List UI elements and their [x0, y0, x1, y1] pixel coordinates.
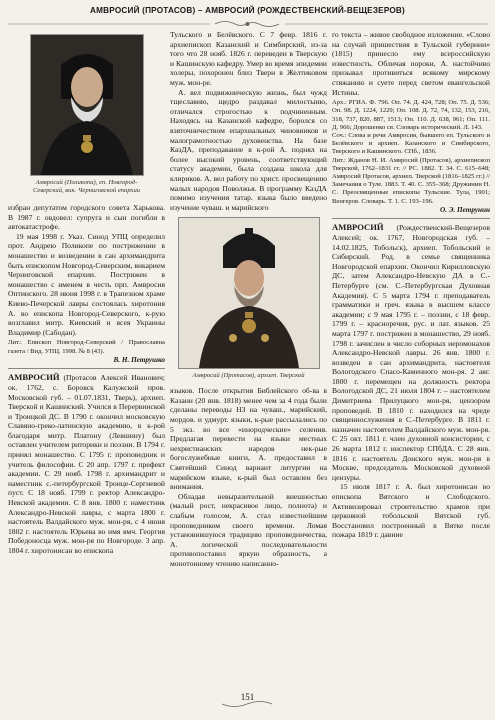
- paragraph: 19 мая 1998 г. Указ. Синод УПЦ определил прот. Андрею Поликопе по пострижении в монашество и возведении в сан архимандрита быть епископом Новгород-Северским, викарием Черниговской епархии. Пострижен в монашество с именем в честь прп. Амвросия Оптинского. 28 июня 1998 г. в Трапезном храме Киево-Печерской лавры состоялась хиротония А. во епископа Новгород-Северского, к-рую возглавил митр. Киевский и всея Украины Владимир (Сабодан).: [8, 231, 165, 337]
- portrait-image: [179, 218, 319, 368]
- paragraph: Обладая невыразительной внешностью (малый рост, некрасивое лицо, полнота) и слабым голосом, А. стал известнейшим проповедником своего времени. Ломая установившуюся традицию проповедничества, А. логической последовательности противопоставил яркую образность, а монотонному чтению написанно-: [170, 491, 327, 568]
- photo-caption-1: Амвросий (Поликопа), еп. Новгород-Северский, вик. Черниговской епархии: [32, 179, 141, 194]
- page-number: 151: [240, 692, 255, 702]
- portrait-photo-ambrosy-polikopa: [30, 34, 144, 176]
- entry-body: [8, 373, 165, 555]
- literature: Лит.: Жданов Н. И. Амвросий (Протасов), архиепископ Тверской, 1762–1831 гг. // РС. 1882. Т. 34. С. 615–648; Амвросий Протасов, архиеп. Тверской (1816–1825 гг.) // Замечания о Туле. 1883. Т. 40. С. 355–368; Дружинин Н. С. Преосвященные епископы Тульские. Тула, 1901; Венгеров. Словарь. Т. 1. С. 193–196.: [332, 156, 490, 205]
- header-title: АМВРОСИЙ (ПРОТАСОВ) – АМВРОСИЙ (РОЖДЕСТВЕНСКИЙ-ВЕЩЕЗЕРОВ): [90, 5, 405, 15]
- paragraph: избран депутатом городского совета Харькова. В 1987 г. овдовел: супруга и сын погибли в автокатастрофе.: [8, 203, 165, 232]
- paragraph: Тульского и Белёвского. С 7 февр. 1816 г. архиепископ Казанский и Симбирский, из-за того что 28 нояб. 1826 г. переведен в Тверскую и Кашинскую кафедру. Умер во время эпидемии холеры, похоронен близ Твери в Желтиковом муж. мон-ре.: [170, 30, 327, 87]
- running-header: [0, 0, 495, 20]
- entry-heading: АМВРОСИЙ: [332, 222, 384, 233]
- header-ornament: [0, 19, 495, 29]
- column-1: [8, 30, 165, 556]
- entry-text: (Рождественский-Вещезеров Алексей; ок. 1767, Новгородская губ. – 14.02.1825, Тобольск), архиеп. Тобольский и Сибирский. Род. в семье священника Новгородской епархии. Окончил Кирилловскую ДС, затем Александро-Невскую ДА в С.-Петербурге (см. С.-Петербургская Духовная Академия). С 5 марта 1794 г. преподаватель грамматики и греч. языка в высшем классе академии; с 9 мая 1795 г. – поэзии, с 18 февр. 1799 г. – красноречия, рус. и лат. языков. 25 марта 1797 г. пострижен в монашество, 29 нояб. 1798 г. зачислен в число соборных иеромонахов Александро-Невской лавры. 26 янв. 1800 г. возведен в сан архимандрита, настоятеля Вологодского Спасо-Каменного мон-ря. 2 авг. 1800 г. перемещен на должность ректора Вологодской ДС, 21 июля 1804 г. – настоятелем Димитриева Прилуцкого мон-ря, цензором проповедей. В 1810 г. находился на чреде священнослужения в С.-Петербурге. В 1811 г. назначен настоятелем Валдайского муж. мон-ря. С 25 окт. 1811 г. член духовной консистории, с 26 марта 1812 г. инспектор СПбДА. С 28 янв. 1816 г. настоятель Донского муж. мон-ря в Москве, председатель Московской духовной цензуры.: [332, 223, 490, 482]
- archives: Арх.: РГИА. Ф. 796. Оп. 74. Д. 424, 728; Оп. 75. Д. 536; Оп. 98. Д. 1224, 1229; Оп. 108. Д. 72, 74, 132, 153, 216, 318, 737, 820, 887, 1513; Оп. 110. Д. 638, 961; Оп. 111. Д. 966; Дорошенко св. Словарь исторический. Л. 143.: [332, 99, 490, 131]
- divider: [8, 368, 165, 369]
- paragraph: го текста – живое свободное изложение. «Слово на случай пришествия в Тульской губернии» (1815) принесло ему всероссийскую известность. Обличая пороки, А. настойчиво призывал противиться всякому мирскому стяжанию и суете перед светом евангельской Истины.: [332, 30, 490, 97]
- entry-body: [332, 223, 490, 482]
- portrait-image: [31, 35, 143, 175]
- footer-ornament: [0, 700, 495, 710]
- works: Соч.: Слова и речи Амвросия, бывшего еп. Тульского и Белёвского и архиеп. Казанского и Симбирского, Тверского и Кашинского. СПб., 1836.: [332, 131, 490, 156]
- portrait-photo-ambrosy-protasov: [178, 217, 320, 369]
- author-signature: О. Э. Петрунин: [440, 205, 490, 214]
- paragraph: языков. После открытия Библейского об-ва в Казани (20 янв. 1818) менее чем за 4 года были сделаны переводы НЗ на чуваш., марийский, мордов. и удмурт. языки, к-рые рассылались по 5 экз. во все «инородческие» селения. Предлагая перевести на языки местных нехристианских народов нек-рые богослужебные книги, А. предоставил в Святейший Синод вариант литургии на марийском языке, к-рый был оставлен без внимания.: [170, 386, 327, 492]
- author-signature: В. Н. Петрушко: [113, 355, 165, 364]
- photo-caption-2: Амвросий (Протасов), архиеп. Тверской: [192, 372, 305, 380]
- entry-text: (Протасов Алексей Иванович; ок. 1762, с. Боровск Калужской пров. Московской губ. – 01.07.1831, Тверь), архиеп. Тверской и Кашинский. Учился в Перервинской и Троицкой ДС. В 1790 г. окончил московскую Славяно-греко-латинскую академию, в к-рой благодаря митр. Платону (Левшину) был оставлен учителем риторики и поэзии. В 1794 г. принял монашество. С 1795 г. проповедник и учитель философии. С 20 апр. 1797 г. префект академии. С 29 нояб. 1798 г. архимандрит и наместник с.-петербургской Троице-Сергиевой пуст. С 18 нояб. 1799 г. ректор Александро-Невской академии. С 8 янв. 1800 г. наместник Александро-Невской лавры, с марта 1800 г. настоятель Валдайского муж. мон-ря, с 4 июня 1802 г. настоятель Юрьева во имя вмч. Георгия Победоносца муж. мон-ря по Новгороде. 3 апр. 1804 г. хиротонисан во епископа: [8, 373, 165, 555]
- paragraph: 15 июля 1817 г. А. был хиротонисан во епископа Вятского и Слободского. Активизировал строительство храмов при церковной тобольской Вятской губ. Восстановил построенный в Вятке после пожара 1819 г. давние: [332, 482, 490, 540]
- column-3: [332, 30, 490, 540]
- paragraph: А. вел подвижническую жизнь, был чужд тщеславию, щедро раздавал милостыню, отличался строгостью к подчиненным. Находясь на Казанской кафедре, боролся со взяточничеством епархиальных чиновников и малограмотностью духовенства. На базе КазДА, преподавание в к-рой А. поднял на более высокий уровень, соответствующий статусу академии, была создана школа для клириков. А. вел работу по христ. просвещению малых народов Поволжья. В программу КазДА помимо изучения татар. языка было введено изучение чуваш. и марийского: [170, 87, 327, 212]
- entry-heading: АМВРОСИЙ: [8, 372, 60, 383]
- column-2: [170, 30, 327, 569]
- literature: Лит.: Епископ Новгород-Северский / Православна газета / Вид. УПЦ. 1998. № 8 (43).: [8, 339, 165, 355]
- divider: [332, 218, 490, 219]
